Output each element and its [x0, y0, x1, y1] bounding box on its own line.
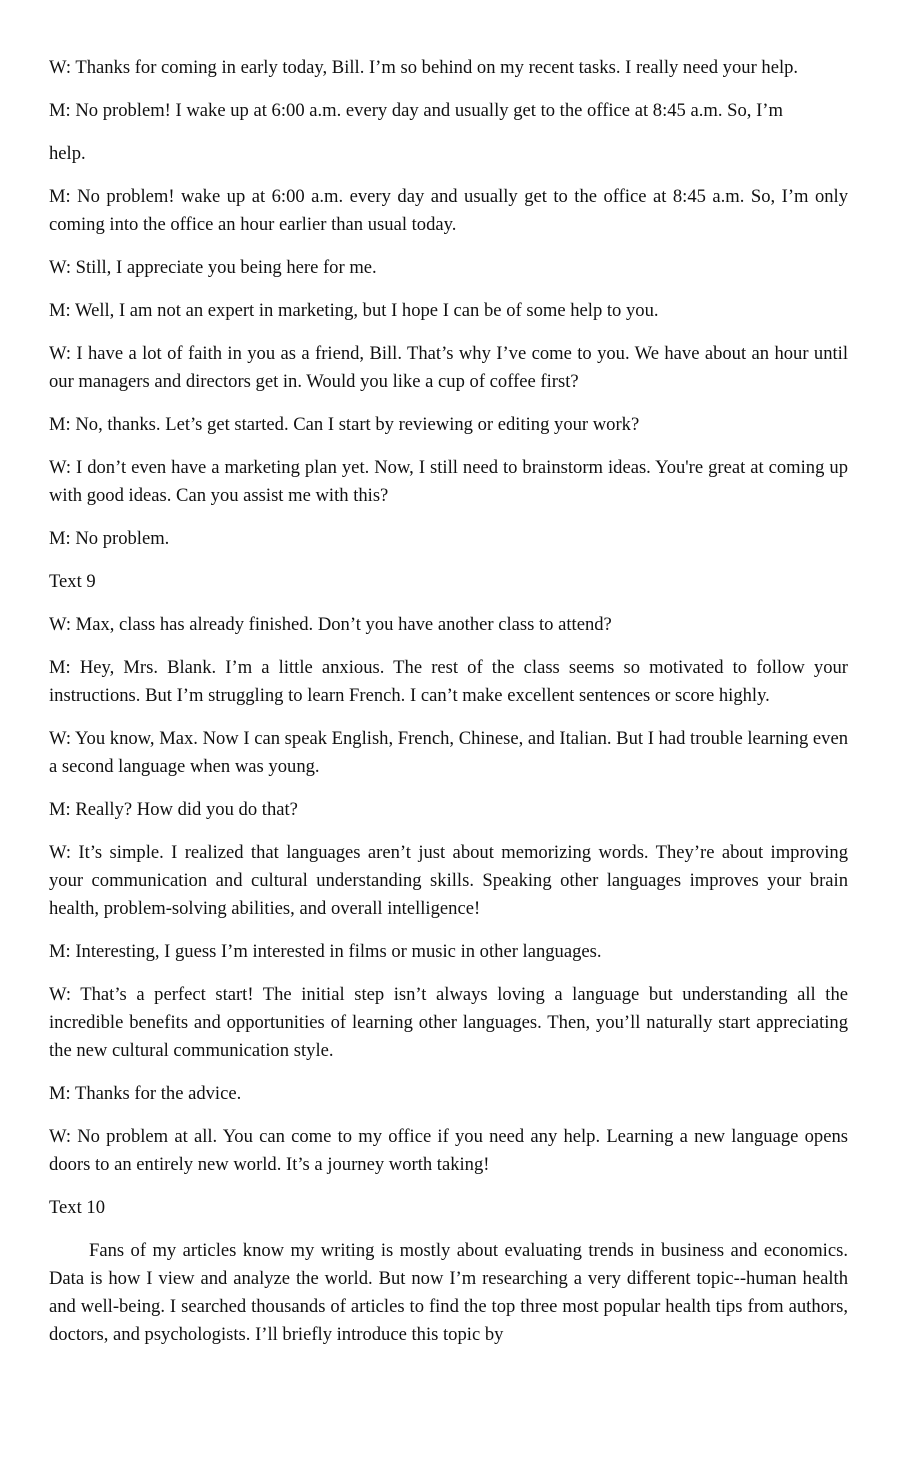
- dialogue-line: M: No problem! wake up at 6:00 a.m. every day and usually get to the office at 8:45 a.m. So, I’m only coming into the office an hour earlier than usual today.: [49, 186, 848, 235]
- dialogue-line: M: Well, I am not an expert in marketing, but I hope I can be of some help to you.: [49, 300, 659, 321]
- dialogue-line: W: No problem at all. You can come to my office if you need any help. Learning a new language opens doors to an entirely new world. It’s a journey worth taking!: [49, 1126, 848, 1175]
- body-paragraph: Fans of my articles know my writing is mostly about evaluating trends in business and economics. Data is how I view and analyze the world. But now I’m researching a very different topic--human health and well-being. I searched thousands of articles to find the top three most popular health tips from authors, doctors, and psychologists. I’ll briefly introduce this topic by: [49, 1240, 848, 1345]
- dialogue-line: M: No problem.: [49, 528, 170, 549]
- section-heading-text-9: Text 9: [49, 571, 96, 592]
- section-heading-text-10: Text 10: [49, 1197, 106, 1218]
- dialogue-line: W: It’s simple. I realized that languages aren’t just about memorizing words. They’re about improving your communication and cultural understanding skills. Speaking other languages improves your brain health, problem-solving abilities, and overall intelligence!: [49, 842, 848, 919]
- dialogue-line: W: I have a lot of faith in you as a friend, Bill. That’s why I’ve come to you. We have about an hour until our managers and directors get in. Would you like a cup of coffee first?: [49, 343, 848, 392]
- dialogue-line: W: Thanks for coming in early today, Bill. I’m so behind on my recent tasks. I really need your help.: [49, 57, 799, 78]
- dialogue-line: W: Max, class has already finished. Don’t you have another class to attend?: [49, 614, 612, 635]
- dialogue-line: W: I don’t even have a marketing plan yet. Now, I still need to brainstorm ideas. You're great at coming up with good ideas. Can you assist me with this?: [49, 457, 848, 506]
- dialogue-line: M: Interesting, I guess I’m interested in films or music in other languages.: [49, 941, 602, 962]
- dialogue-line: M: Thanks for the advice.: [49, 1083, 242, 1104]
- dialogue-line: M: No problem! I wake up at 6:00 a.m. every day and usually get to the office at 8:45 a.m. So, I’m: [49, 100, 783, 121]
- dialogue-line: W: You know, Max. Now I can speak English, French, Chinese, and Italian. But I had trouble learning even a second language when was young.: [49, 728, 849, 777]
- dialogue-line: M: Hey, Mrs. Blank. I’m a little anxious. The rest of the class seems so motivated to follow your instructions. But I’m struggling to learn French. I can’t make excellent sentences or score highly.: [49, 657, 848, 706]
- dialogue-line: help.: [49, 143, 86, 164]
- dialogue-line: W: Still, I appreciate you being here for me.: [49, 257, 377, 278]
- document-page: [49, 54, 848, 1349]
- dialogue-line: M: No, thanks. Let’s get started. Can I start by reviewing or editing your work?: [49, 414, 640, 435]
- dialogue-line: W: That’s a perfect start! The initial step isn’t always loving a language but understanding all the incredible benefits and opportunities of learning other languages. Then, you’ll naturally start appreciating the new cultural communication style.: [49, 984, 848, 1061]
- dialogue-line: M: Really? How did you do that?: [49, 799, 298, 820]
